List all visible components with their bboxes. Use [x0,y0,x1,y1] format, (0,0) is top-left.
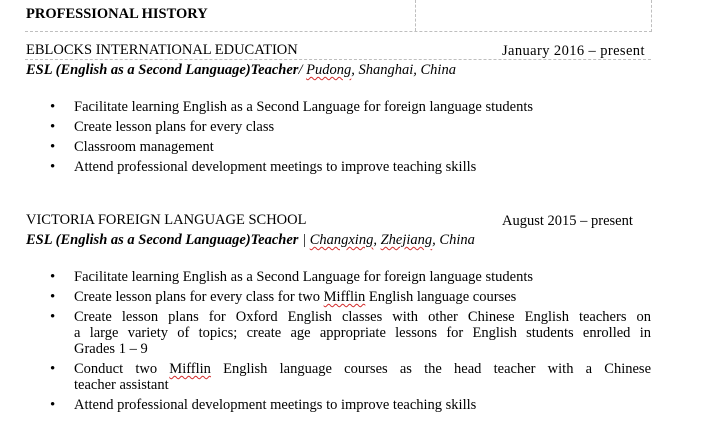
role-separator: / [298,62,307,78]
table-grid-divider [415,0,416,31]
location-comma: , [373,232,381,248]
list-item: • Facilitate learning English as a Second Language for foreign language students [46,99,651,115]
location-province: Zhejiang [380,232,433,248]
employer-victoria: VICTORIA FOREIGN LANGUAGE SCHOOL [26,212,307,228]
dates-eblocks: January 2016 – present [502,43,645,59]
list-item [46,309,651,357]
dates-victoria: August 2015 – present [502,213,633,229]
bullet-text-line: teacher assistant [74,377,169,393]
list-item: • Attend professional development meetings to improve teaching skills [46,159,651,175]
location-city: , Shanghai, China [351,62,456,78]
role-title: ESL (English as a Second Language)Teacher [26,62,299,78]
spellcheck-word: Mifflin [323,289,366,305]
list-item: • Create lesson plans for every class [46,119,651,135]
role-separator: | [298,232,310,248]
list-item: • Attend professional development meetings to improve teaching skills [46,397,651,413]
location-district: Pudong [306,62,352,78]
role-line-eblocks [26,62,456,79]
bullet-text-line: Grades 1 – 9 [74,341,148,357]
list-item: • Classroom management [46,139,651,155]
section-heading: PROFESSIONAL HISTORY [26,6,208,22]
employer-eblocks: EBLOCKS INTERNATIONAL EDUCATION [26,42,298,58]
list-item: • Facilitate learning English as a Second Language for foreign language students [46,269,651,285]
bullet-text: English language courses [365,289,517,305]
bullet-text: English language courses as the head teacher with a Chinese [210,361,651,377]
list-item [46,361,651,393]
bullet-text-line: a large variety of topics; create age appropriate lessons for English students enrolled in [74,325,651,341]
location-town: Changxing [309,232,374,248]
bullet-list-victoria [46,269,651,417]
list-item [46,289,651,305]
bullet-list-eblocks [46,99,651,179]
bullet-text-line: • Create lesson plans for Oxford English classes with other Chinese English teachers on [74,309,651,325]
bullet-text-line [74,361,651,377]
role-title: ESL (English as a Second Language)Teacher [26,232,299,248]
role-line-victoria [26,232,475,249]
spellcheck-word: Mifflin [169,361,211,377]
location-country: , China [432,232,475,248]
bullet-text: Conduct two [74,361,170,377]
bullet-text: Create lesson plans for every class for two [74,289,324,305]
